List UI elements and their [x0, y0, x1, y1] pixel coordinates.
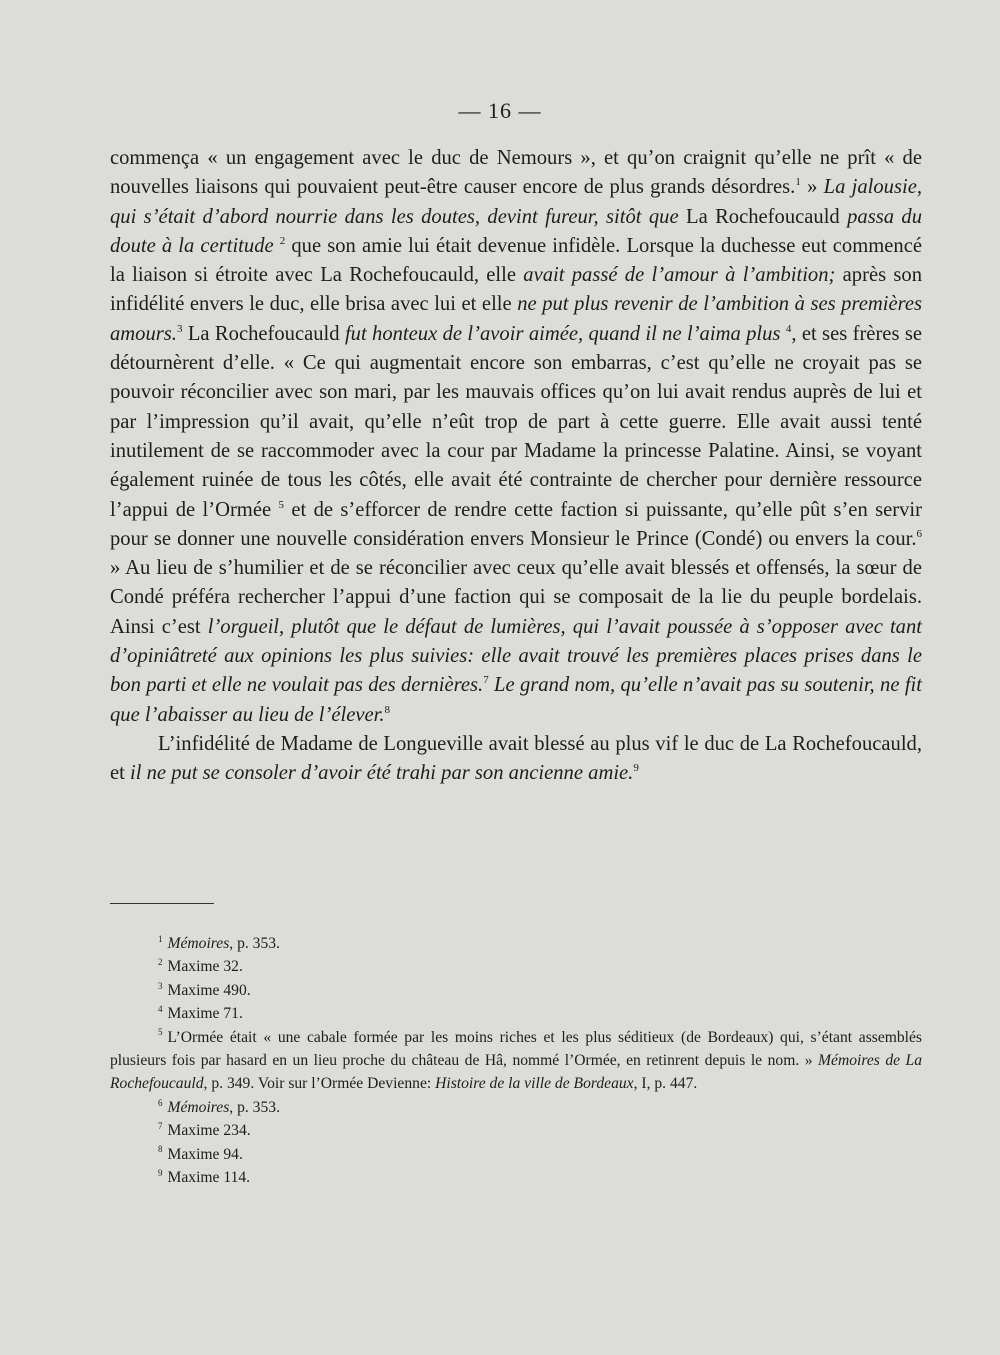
footnote-number: 8	[158, 1144, 163, 1155]
footnote-text: Maxime 32.	[167, 958, 243, 976]
footnote-9	[110, 1166, 922, 1189]
footnote-ref[interactable]: 9	[633, 762, 639, 775]
paragraph-2	[110, 730, 922, 789]
footnote-7	[110, 1119, 922, 1142]
footnote-number: 2	[158, 957, 163, 968]
footnote-ref[interactable]: 8	[384, 703, 391, 716]
footnote-number: 9	[158, 1167, 163, 1178]
italic-run: l’orgueil, plutôt que le défaut de lumières, qui l’avait poussée à s’opposer avec tant d’opiniâtreté aux opinions les plus suivies: elle avait trouvé les premières places prises dans le bon parti et elle ne voulait pas des dernières.	[110, 615, 922, 697]
footnote-number: 5	[158, 1027, 163, 1038]
footnote-text: L’Ormée était « une cabale formée par les moins riches et les plus séditieux (de Bordeaux) qui, s’étant assemblés plusieurs fois par hasard en un lieu proche du château de Hâ, nommé l’Ormée, en retinrent depuis le nom. »	[110, 1028, 922, 1070]
footnote-number: 3	[158, 980, 163, 991]
footnote-ref[interactable]: 2	[279, 235, 286, 248]
footnote-ref[interactable]: 1	[795, 176, 801, 189]
paragraph-1	[110, 144, 922, 730]
text-run: »	[800, 176, 824, 199]
footnote-number: 1	[158, 933, 163, 944]
italic-run: Le grand nom, qu’elle n’avait pas su soutenir, ne fit que l’abaisser au lieu de l’élever.	[110, 674, 922, 726]
text-run: » Au lieu de s’humilier et de se réconcilier avec ceux qu’elle avait blessés et offensés, la sœur de Condé préféra rechercher l’appui d’une faction qui se composait de la lie du peuple bordelais. Ainsi c’est	[110, 557, 922, 638]
footnote-text: Maxime 490.	[167, 981, 251, 999]
footnote-5	[110, 1026, 922, 1096]
footnote-text: Maxime 71.	[167, 1005, 243, 1023]
text-run: , et ses frères se détournèrent d’elle. « Ce qui augmentait encore son embarras, c’est qu’elle ne croyait pas se pouvoir réconcilier avec son mari, par les mauvais offices qu’on lui avait rendus auprès de lui et par l’impression qu’il avait, qu’elle n’eût trop de part à cette guerre. Elle avait aussi tenté inutilement de se raccommoder avec la cour par Madame la princesse Palatine. Ainsi, se voyant également ruinée de tous les côtés, elle avait été contrainte de chercher pour dernière ressource l’appui de l’Ormée	[110, 322, 922, 521]
footnote-text: Maxime 114.	[167, 1169, 251, 1187]
italic-run: Mémoires de La Rochefoucauld	[110, 1052, 923, 1093]
footnote-text: Maxime 234.	[167, 1122, 251, 1140]
italic-run: fut honteux de l’avoir aimée, quand il ne l’aima plus	[344, 322, 781, 345]
italic-run: ne put plus revenir de l’ambition à ses premières amours.	[110, 293, 922, 345]
footnote-1	[110, 932, 922, 955]
page-number: — 16 —	[458, 98, 542, 123]
italic-run: avait passé de l’amour à l’ambition;	[523, 264, 836, 287]
text-run: et de s’efforcer de rendre cette faction si puissante, qu’elle pût s’en servir pour se donner une nouvelle considération envers Monsieur le Prince (Condé) ou envers la cour.	[110, 498, 922, 550]
text-run: La Rochefoucauld	[678, 205, 848, 228]
text-run: La Rochefoucauld	[182, 322, 345, 345]
footnote-ref[interactable]: 6	[916, 528, 922, 540]
text-run: que son amie lui était devenue infidèle. Lorsque la duchesse eut commencé la liaison si étroite avec La Rochefoucauld, elle	[110, 234, 922, 287]
italic-run: Histoire de la ville de Bordeaux	[435, 1075, 634, 1093]
footnote-number: 6	[158, 1097, 163, 1108]
footnote-6	[110, 1096, 922, 1119]
footnote-text: , I, p. 447.	[633, 1075, 698, 1093]
footnote-ref[interactable]: 5	[278, 498, 284, 511]
footnote-text: , p. 353.	[229, 1098, 280, 1116]
footnote-number: 7	[158, 1121, 163, 1132]
footnote-8	[110, 1143, 922, 1166]
italic-run: Mémoires	[167, 935, 230, 952]
footnotes	[110, 932, 922, 1189]
italic-run: passa du doute à la certitude	[110, 205, 922, 257]
footnote-ref[interactable]: 7	[483, 674, 489, 687]
text-run: après son infidélité envers le duc, elle brisa avec lui et elle	[110, 264, 922, 316]
text-run: L’infidélité de Madame de Longueville avait blessé au plus vif le duc de La Rochefoucauld, et	[110, 732, 922, 785]
italic-run: il ne put se consoler d’avoir été trahi par son ancienne amie.	[130, 762, 634, 785]
footnote-ref[interactable]: 4	[785, 322, 792, 335]
footnote-text: , p. 353.	[229, 935, 280, 952]
body-text	[110, 144, 922, 789]
footnote-2	[110, 955, 922, 978]
footnote-text: Maxime 94.	[167, 1145, 243, 1163]
italic-run: La jalousie, qui s’était d’abord nourrie dans les doutes, devint fureur, sitôt que	[110, 176, 923, 228]
footnote-text: , p. 349. Voir sur l’Ormée Devienne:	[203, 1075, 436, 1093]
italic-run: Mémoires	[167, 1098, 230, 1116]
footnote-divider	[110, 903, 214, 904]
text-run: commença « un engagement avec le duc de Nemours », et qu’on craignit qu’elle ne prît « de nouvelles liaisons qui pouvaient peut-être causer encore de plus grands désordres.	[110, 147, 922, 199]
footnote-ref[interactable]: 3	[176, 322, 183, 335]
footnote-number: 4	[158, 1004, 163, 1015]
footnote-3	[110, 979, 922, 1002]
footnote-4	[110, 1002, 922, 1025]
